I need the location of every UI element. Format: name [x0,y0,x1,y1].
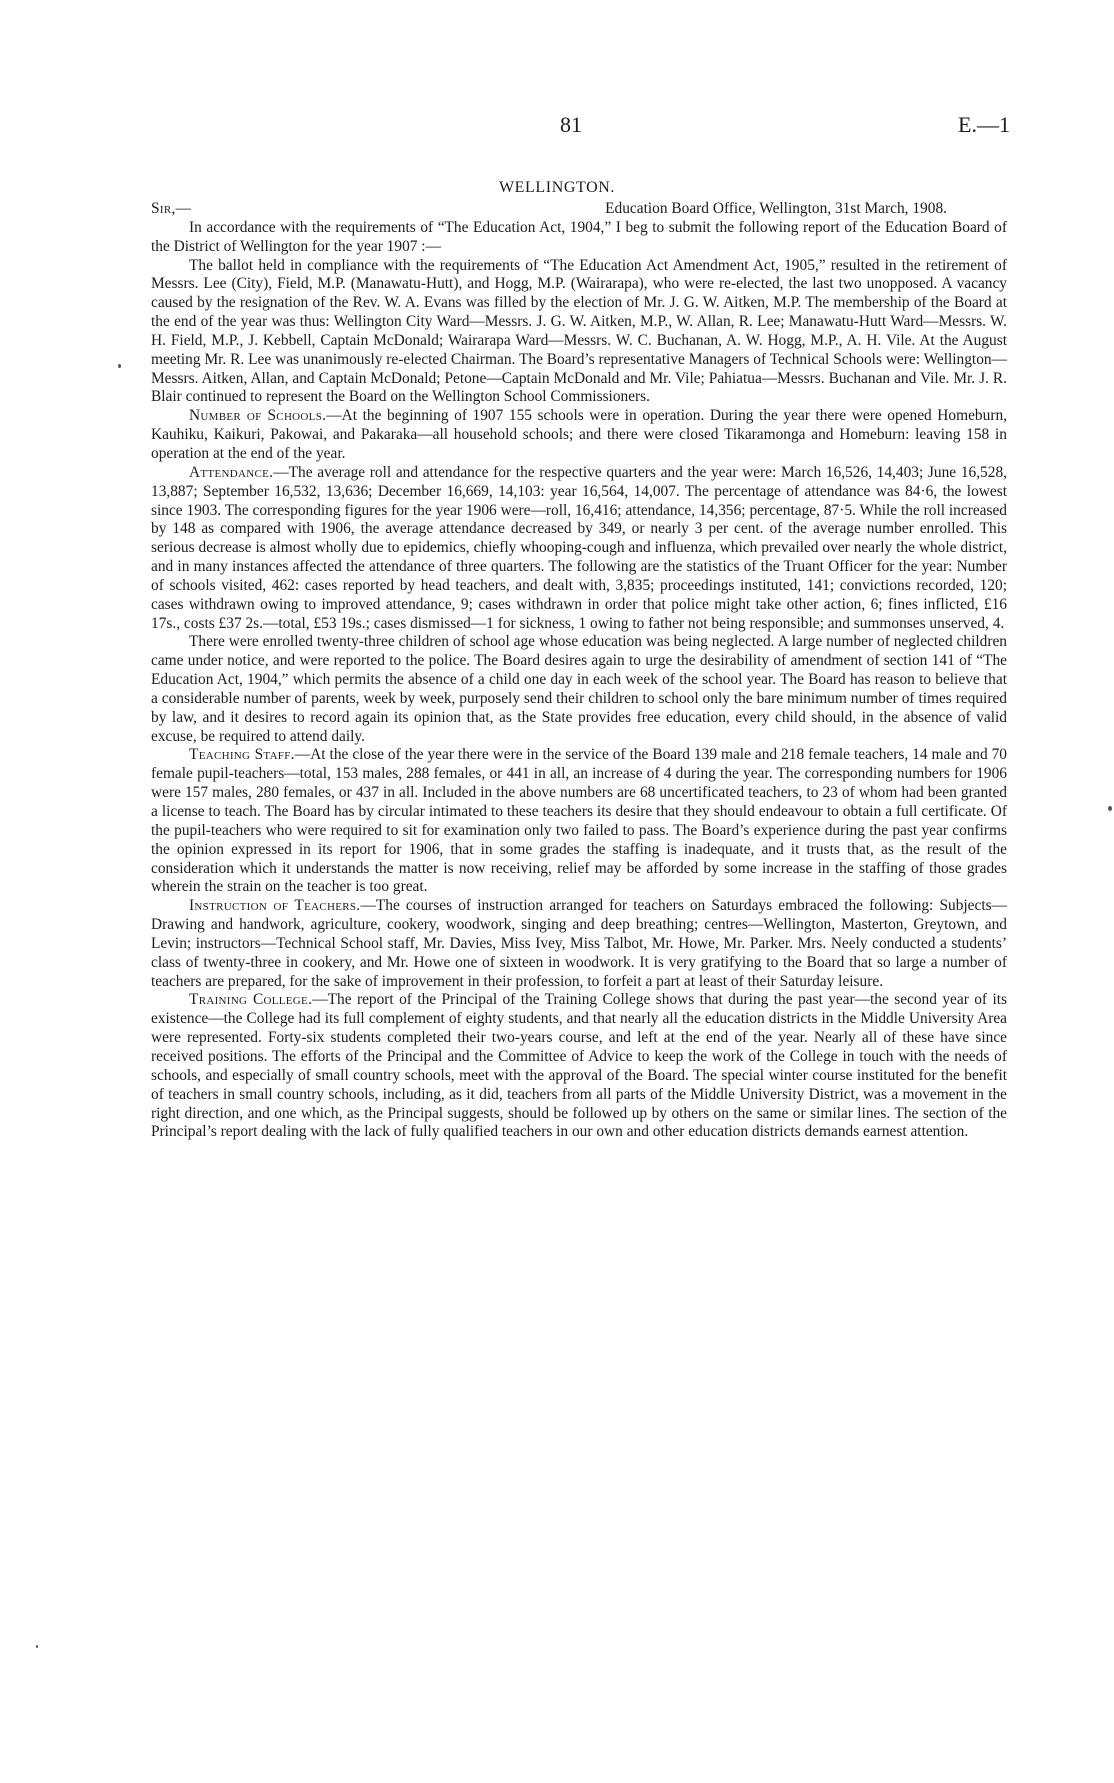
paragraph-heading: Attendance. [189,463,274,481]
paragraph-heading: Training College. [189,991,313,1009]
scan-speck [1108,806,1112,811]
paragraph-number-of-schools [151,407,1007,464]
salutation: Sir,— [151,200,192,217]
paragraph-text: —The report of the Principal of the Training College shows that during the past year—the second year of its existence—the College had its full complement of eighty students, and that nearly all the education districts in the Middle University Area were represented. Forty-six students completed their two-years course, and left at the end of the year. Nearly all of these have since received positions. The efforts of the Principal and the Committee of Advice to keep the work of the College in touch with the needs of schools, and especially of small country schools, meet with the approval of the Board. The special winter course instituted for the benefit of teachers in small country schools, including, as it did, teachers from all parts of the Middle University District, was a movement in the right direction, and one which, as the Principal suggests, should be followed up by others on the same or similar lines. The section of the Principal’s report dealing with the lack of fully qualified teachers in our own and other education districts demands earnest attention. [151,991,1008,1141]
paragraph-text: —The average roll and attendance for the respective quarters and the year were: March 16,526, 14,403; June 16,528, 13,887; September 16,532, 13,636; December 16,669, 14,103: year 16,564, 14,007. The percentage of attendance was 84·6, the lowest since 1903. The corresponding figures for the year 1906 were—roll, 16,416; attendance, 14,356; percentage, 87·5. While the roll increased by 148 as compared with 1906, the average attendance decreased by 349, or nearly 3 per cent. of the average number enrolled. This serious decrease is almost wholly due to epidemics, chiefly whooping-cough and influenza, which prevailed over nearly the whole district, and in many instances affected the attendance of three quarters. The following are the statistics of the Truant Officer for the year: Number of schools visited, 462: cases reported by head teachers, and dealt with, 3,835; proceedings instituted, 141; convictions recorded, 120; cases withdrawn owing to improved attendance, 9; cases withdrawn in order that police might take other action, 6; fines inflicted, £16 17s., costs £37 2s.—total, £53 19s.; cases dismissed—1 for sickness, 1 owing to father not being responsible; and summonses unserved, 4. [151,463,1007,632]
document-code: E.—1 [958,112,1010,137]
paragraph-heading: Teaching Staff. [189,746,295,764]
scan-speck [118,364,121,368]
paragraph-heading: Instruction of Teachers. [189,897,361,915]
paragraph-board-membership [151,257,1007,408]
paragraph-text: There were enrolled twenty-three children of school age whose education was being neglected. A large number of neglected children came under notice, and were reported to the police. The Board desires again to urge the desirability of amendment of section 141 of “The Education Act, 1904,” which permits the absence of a child one day in each week of the school year. The Board has reason to believe that a considerable number of parents, week by week, purposely send their children to school only the bare minimum number of times required by law, and it desires to record again its opinion that, as the State provides free education, every child should, in the absence of valid excuse, be required to attend daily. [151,633,1007,745]
paragraph-text: —The courses of instruction arranged for teachers on Saturdays embraced the following: Subjects—Drawing and handwork, agriculture, cookery, woodwork, singing and deep breathing; centres—Wellington, Masterton, Greytown, and Levin; instructors—Technical School staff, Mr. Davies, Miss Ivey, Miss Talbot, Mr. Howe, Mr. Parker. Mrs. Neely conducted a students’ class of twenty-three in cookery, and Mr. Howe one of sixteen in woodwork. It is very gratifying to the Board that so large a number of teachers are prepared, for the sake of improvement in their profession, to forfeit a part at least of their Saturday leisure. [151,897,1007,990]
paragraph-text: —At the close of the year there were in the service of the Board 139 male and 218 female teachers, 14 male and 70 female pupil-teachers—total, 153 males, 288 females, or 441 in all, an increase of 4 during the year. The corresponding numbers for 1906 were 157 males, 280 females, or 437 in all. Included in the above numbers are 68 uncertificated teachers, to 23 of whom had been granted a license to teach. The Board has by circular intimated to these teachers its desire that they should endeavour to obtain a full certificate. Of the pupil-teachers who were required to sit for examination only two failed to pass. The Board’s experience during the past year confirms the opinion expressed in its report for 1906, that in some grades the staffing is inadequate, and it trusts that, as the result of the consideration which it understands the matter is now receiving, relief may be afforded by some increase in the staffing of those grades wherein the strain on the teacher is too great. [151,746,1007,896]
report-body [151,200,1007,1142]
paragraph-attendance [151,464,1007,634]
paragraph-heading: Number of Schools. [189,407,327,425]
paragraph-training-college [151,991,1007,1142]
paragraph-instruction-of-teachers [151,897,1007,991]
letter-header [151,200,1007,219]
paragraph-teaching-staff [151,746,1007,897]
paragraph-neglected-children [151,633,1007,746]
section-title: WELLINGTON. [498,179,616,196]
page-number: 81 [560,112,582,137]
scan-speck [36,1645,38,1648]
paragraph-text: The ballot held in compliance with the requirements of “The Education Act Amendment Act, 1905,” resulted in the retirement of Messrs. Lee (City), Field, M.P. (Manawatu-Hutt), and Hogg, M.P. (Wairarapa), who were re-elected, the last two unopposed. A vacancy caused by the resignation of the Rev. W. A. Evans was filled by the election of Mr. J. G. W. Aitken, M.P. The membership of the Board at the end of the year was thus: Wellington City Ward—Messrs. J. G. W. Aitken, M.P., W. Allan, R. Lee; Manawatu-Hutt Ward—Messrs. W. H. Field, M.P., J. Kebbell, Captain McDonald; Wairarapa Ward—Messrs. W. C. Buchanan, A. W. Hogg, M.P., A. H. Vile. At the August meeting Mr. R. Lee was unanimously re-elected Chairman. The Board’s representative Managers of Technical Schools were: Wellington—Messrs. Aitken, Allan, and Captain McDonald; Petone—Captain McDonald and Mr. Vile; Pahiatua—Messrs. Buchanan and Vile. Mr. J. R. Blair continued to represent the Board on the Wellington School Commissioners. [151,256,1007,406]
office-date-line: Education Board Office, Wellington, 31st March, 1908. [605,200,947,217]
paragraph-introduction [151,219,1007,257]
paragraph-text: —At the beginning of 1907 155 schools were in operation. During the year there were opened Homeburn, Kauhiku, Kaikuri, Pakowai, and Pakaraka—all household schools; and there were closed Tikaramonga and Homeburn: leaving 158 in operation at the end of the year. [151,407,1007,462]
paragraph-text: In accordance with the requirements of “The Education Act, 1904,” I beg to submit the following report of the Education Board of the District of Wellington for the year 1907 :— [151,218,1007,255]
